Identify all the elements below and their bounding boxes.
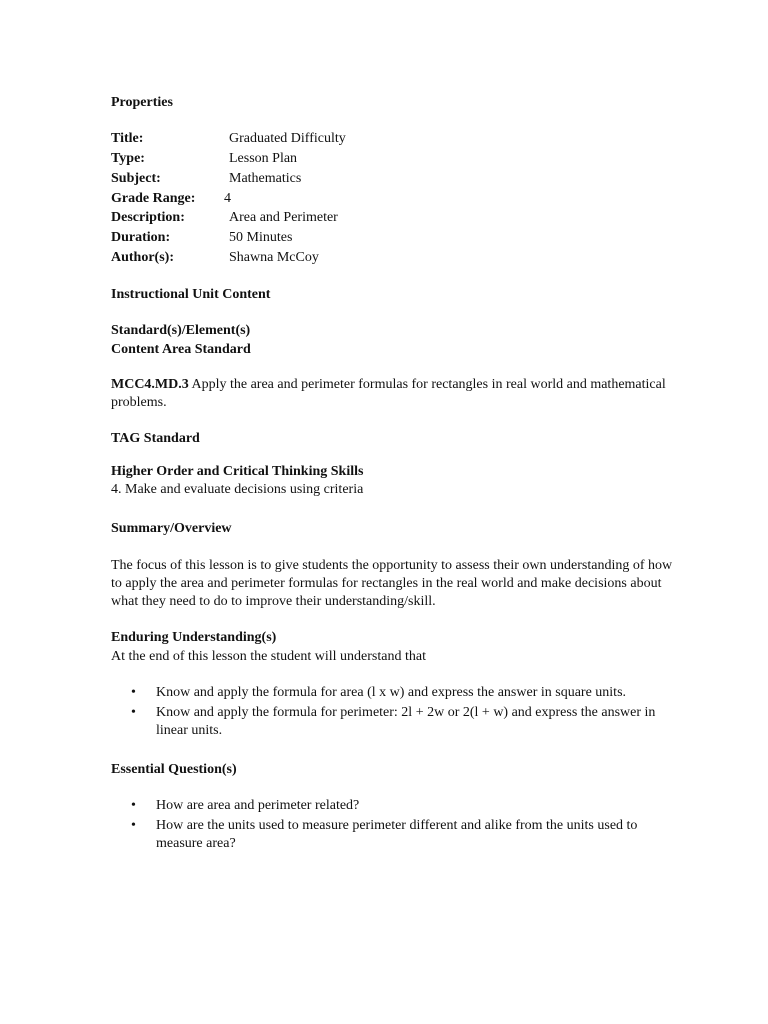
property-label-description: Description: xyxy=(111,210,185,225)
standard-paragraph xyxy=(111,376,681,412)
property-label-grade-range: Grade Range: xyxy=(111,191,196,206)
list-item xyxy=(111,704,681,740)
properties-heading: Properties xyxy=(111,95,173,110)
property-label-title: Title: xyxy=(111,131,144,146)
property-value-type: Lesson Plan xyxy=(229,151,298,166)
essential-questions-list xyxy=(111,797,681,855)
tag-standard-heading: TAG Standard xyxy=(111,431,200,446)
tag-standard-subheading: Higher Order and Critical Thinking Skills xyxy=(111,464,364,479)
content-area-standard-heading: Content Area Standard xyxy=(111,342,251,357)
list-item-text: Know and apply the formula for perimeter: 2l + 2w or 2(l + w) and express the answer in linear units. xyxy=(156,705,656,738)
list-item xyxy=(111,797,681,815)
list-item-text: Know and apply the formula for area (l x w) and express the answer in square units. xyxy=(156,685,627,700)
bullet-icon: • xyxy=(131,818,136,833)
property-label-type: Type: xyxy=(111,151,145,166)
standard-code: MCC4.MD.3 xyxy=(111,377,189,392)
summary-text: The focus of this lesson is to give students the opportunity to assess their own understanding of how to apply the area and perimeter formulas for rectangles in the real world and make decisions about what they need to do to improve their understanding/skill. xyxy=(111,558,673,609)
list-item xyxy=(111,817,681,853)
list-item-text: How are the units used to measure perimeter different and alike from the units used to measure area? xyxy=(156,818,638,851)
bullet-icon: • xyxy=(131,685,136,700)
standard-text: Apply the area and perimeter formulas for rectangles in real world and mathematical problems. xyxy=(111,377,666,410)
property-label-duration: Duration: xyxy=(111,230,171,245)
bullet-icon: • xyxy=(131,705,136,720)
list-item-text: How are area and perimeter related? xyxy=(156,798,360,813)
property-value-description: Area and Perimeter xyxy=(229,210,338,225)
property-value-title: Graduated Difficulty xyxy=(229,131,346,146)
enduring-understanding-intro: At the end of this lesson the student will understand that xyxy=(111,649,426,664)
bullet-icon: • xyxy=(131,798,136,813)
property-value-grade-range: 4 xyxy=(224,191,231,206)
enduring-understanding-heading: Enduring Understanding(s) xyxy=(111,630,277,645)
summary-heading: Summary/Overview xyxy=(111,521,232,536)
property-label-authors: Author(s): xyxy=(111,250,174,265)
standards-heading: Standard(s)/Element(s) xyxy=(111,323,251,338)
property-value-subject: Mathematics xyxy=(229,171,302,186)
property-value-authors: Shawna McCoy xyxy=(229,250,319,265)
property-label-subject: Subject: xyxy=(111,171,161,186)
instructional-unit-heading: Instructional Unit Content xyxy=(111,287,271,302)
enduring-understanding-list xyxy=(111,684,681,742)
tag-standard-item: 4. Make and evaluate decisions using criteria xyxy=(111,482,364,497)
list-item xyxy=(111,684,681,702)
essential-questions-heading: Essential Question(s) xyxy=(111,762,237,777)
property-value-duration: 50 Minutes xyxy=(229,230,293,245)
